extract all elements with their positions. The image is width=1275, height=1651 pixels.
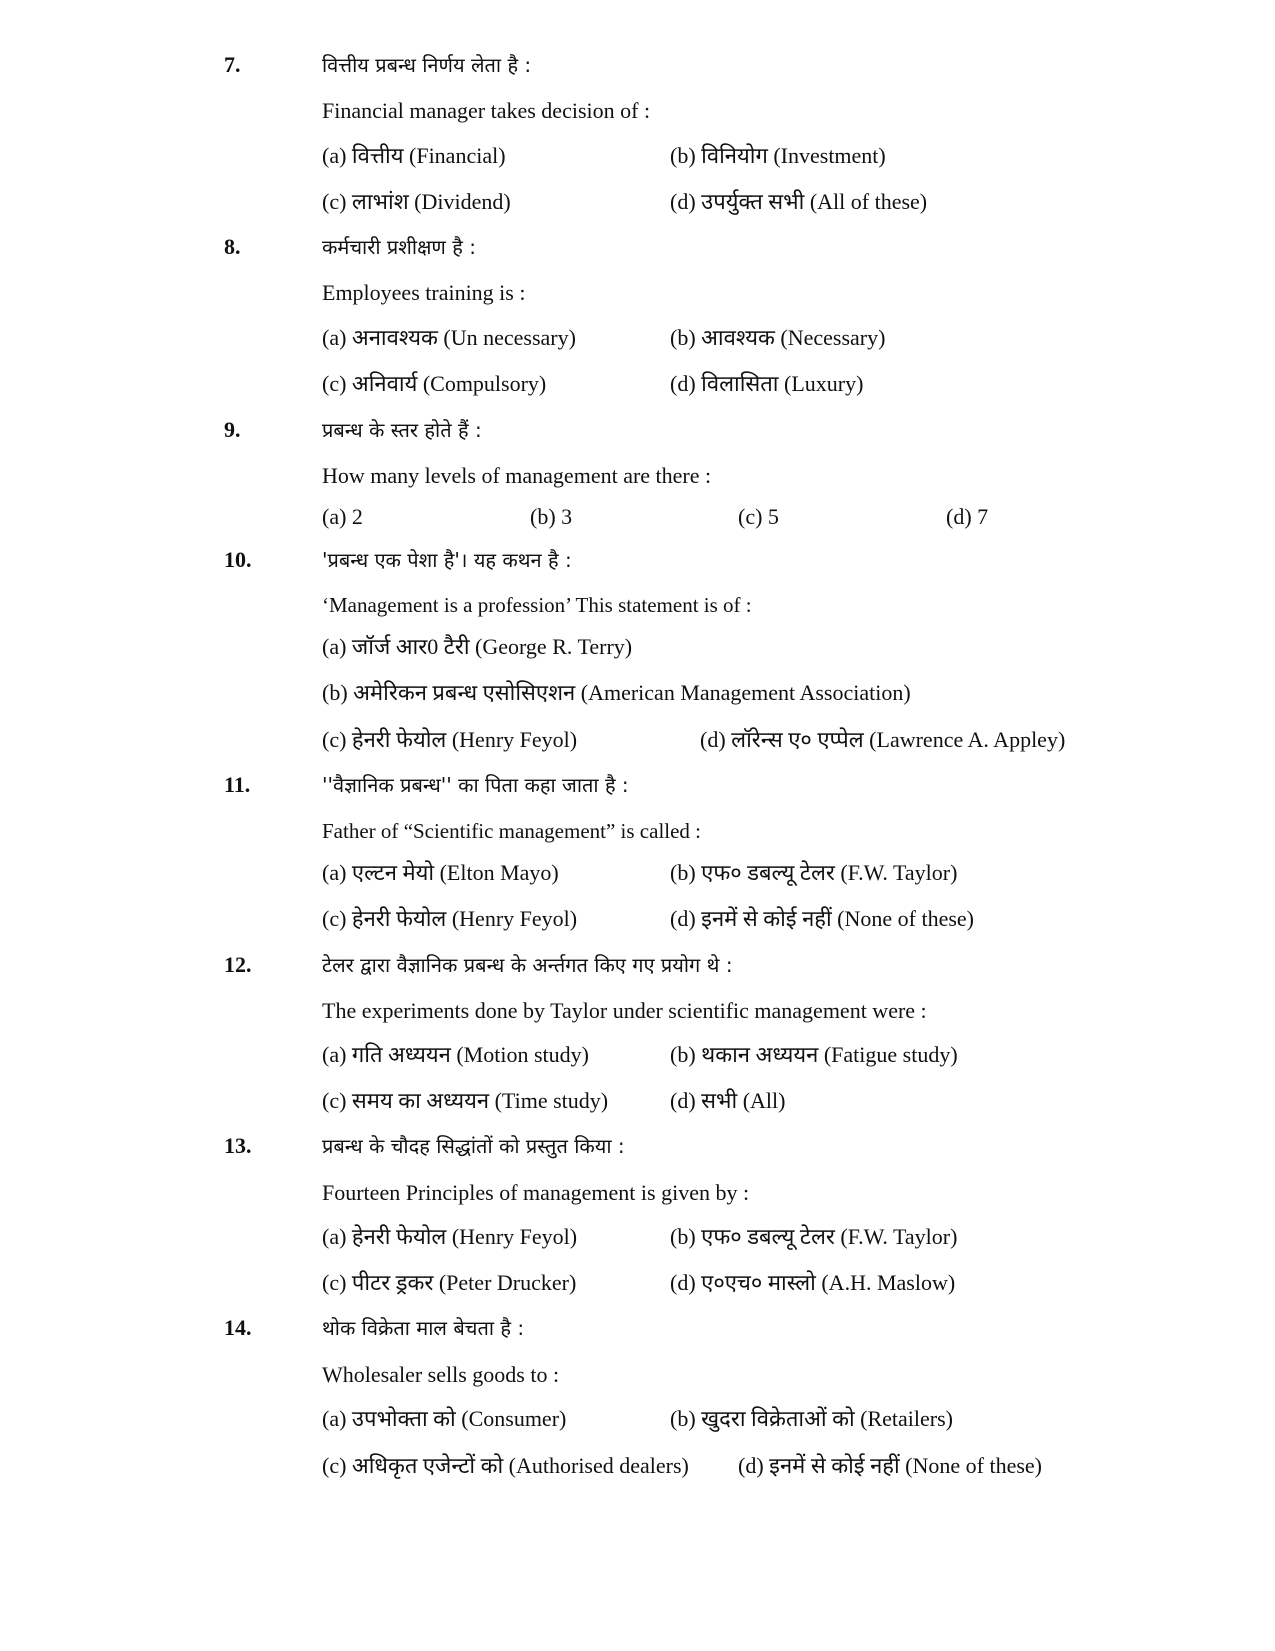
question-english: ‘Management is a profession’ This statement is of : — [322, 593, 752, 617]
question-english: Fourteen Principles of management is given by : — [322, 1180, 750, 1205]
option-c: (c) 5 — [738, 504, 779, 529]
question-english: Father of “Scientific management” is called : — [322, 819, 702, 843]
question-english: Employees training is : — [322, 280, 526, 305]
question-hindi: थोक विक्रेता माल बेचता है : — [322, 1316, 525, 1340]
option-b: (b) अमेरिकन प्रबन्ध एसोसिएशन (American Management Association) — [322, 680, 911, 705]
question-number: 12. — [224, 952, 252, 977]
question-number: 10. — [224, 547, 252, 572]
question-hindi: ''वैज्ञानिक प्रबन्ध'' का पिता कहा जाता है : — [322, 773, 629, 797]
question-hindi: प्रबन्ध के स्तर होते हैं : — [322, 418, 482, 442]
question-hindi: कर्मचारी प्रशीक्षण है : — [322, 235, 476, 259]
option-a: (a) उपभोक्ता को (Consumer) — [322, 1406, 567, 1431]
option-d: (d) इनमें से कोई नहीं (None of these) — [738, 1453, 1043, 1478]
option-a: (a) अनावश्यक (Un necessary) — [322, 325, 576, 350]
option-b: (b) खुदरा विक्रेताओं को (Retailers) — [670, 1406, 954, 1431]
question-number: 8. — [224, 234, 241, 259]
option-c: (c) समय का अध्ययन (Time study) — [322, 1088, 609, 1113]
option-c: (c) हेनरी फेयोल (Henry Feyol) — [322, 906, 578, 931]
option-d: (d) विलासिता (Luxury) — [670, 371, 864, 396]
option-a: (a) हेनरी फेयोल (Henry Feyol) — [322, 1224, 578, 1249]
question-number: 14. — [224, 1315, 252, 1340]
option-a: (a) वित्तीय (Financial) — [322, 143, 506, 168]
option-a: (a) जॉर्ज आर0 टैरी (George R. Terry) — [322, 634, 633, 659]
option-d: (d) लॉरेन्स ए० एप्पेल (Lawrence A. Appley) — [700, 727, 1066, 752]
question-hindi: वित्तीय प्रबन्ध निर्णय लेता है : — [322, 53, 532, 77]
option-b: (b) थकान अध्ययन (Fatigue study) — [670, 1042, 958, 1067]
option-a: (a) 2 — [322, 504, 363, 529]
option-c: (c) अनिवार्य (Compulsory) — [322, 371, 547, 396]
question-hindi: टेलर द्वारा वैज्ञानिक प्रबन्ध के अर्न्तगत किए गए प्रयोग थे : — [322, 953, 733, 977]
option-d: (d) ए०एच० मास्लो (A.H. Maslow) — [670, 1270, 956, 1295]
option-b: (b) विनियोग (Investment) — [670, 143, 886, 168]
question-hindi: प्रबन्ध के चौदह सिद्धांतों को प्रस्तुत किया : — [322, 1134, 625, 1158]
question-english: Financial manager takes decision of : — [322, 98, 651, 123]
question-number: 7. — [224, 52, 241, 77]
question-number: 13. — [224, 1133, 252, 1158]
question-english: The experiments done by Taylor under scientific management were : — [322, 998, 927, 1023]
option-d: (d) 7 — [946, 504, 989, 529]
option-a: (a) गति अध्ययन (Motion study) — [322, 1042, 589, 1067]
question-english: Wholesaler sells goods to : — [322, 1362, 560, 1387]
question-number: 9. — [224, 417, 241, 442]
option-d: (d) इनमें से कोई नहीं (None of these) — [670, 906, 975, 931]
question-hindi: 'प्रबन्ध एक पेशा है'। यह कथन है : — [322, 548, 572, 572]
option-b: (b) 3 — [530, 504, 573, 529]
option-d: (d) उपर्युक्त सभी (All of these) — [670, 189, 928, 214]
option-a: (a) एल्टन मेयो (Elton Mayo) — [322, 860, 559, 885]
option-c: (c) हेनरी फेयोल (Henry Feyol) — [322, 727, 578, 752]
option-c: (c) अधिकृत एजेन्टों को (Authorised dealers) — [322, 1453, 689, 1478]
option-d: (d) सभी (All) — [670, 1088, 786, 1113]
question-english: How many levels of management are there : — [322, 463, 712, 488]
option-c: (c) लाभांश (Dividend) — [322, 189, 511, 214]
option-b: (b) आवश्यक (Necessary) — [670, 325, 886, 350]
question-number: 11. — [224, 772, 251, 797]
option-b: (b) एफ० डबल्यू टेलर (F.W. Taylor) — [670, 1224, 958, 1249]
option-b: (b) एफ० डबल्यू टेलर (F.W. Taylor) — [670, 860, 958, 885]
option-c: (c) पीटर ड्रकर (Peter Drucker) — [322, 1270, 577, 1295]
